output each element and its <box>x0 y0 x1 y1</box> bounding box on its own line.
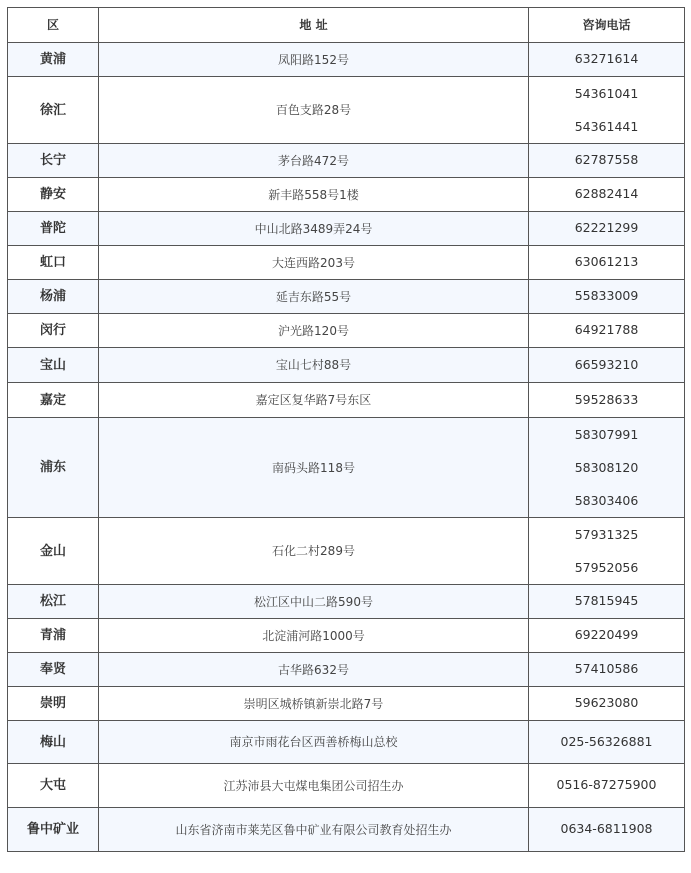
table-row <box>8 280 685 314</box>
table-row <box>8 653 685 687</box>
address-cell: 延吉东路55号 <box>99 280 529 314</box>
address-cell: 南码头路118号 <box>99 418 529 518</box>
address-cell: 中山北路3489弄24号 <box>99 212 529 246</box>
phone-number: 66593210 <box>574 356 639 372</box>
address-cell: 茅台路472号 <box>99 144 529 178</box>
phone-number: 64921788 <box>574 322 639 338</box>
phone-cell <box>529 314 685 348</box>
district-cell: 奉贤 <box>8 653 99 687</box>
phone-number: 025-56326881 <box>560 733 653 749</box>
district-cell: 青浦 <box>8 619 99 653</box>
district-cell: 嘉定 <box>8 383 99 418</box>
phone-cell <box>529 418 685 518</box>
district-cell: 浦东 <box>8 418 99 518</box>
table-row <box>8 144 685 178</box>
district-cell: 闵行 <box>8 314 99 348</box>
phone-number: 0516-87275900 <box>556 777 657 793</box>
phone-number: 58307991 <box>574 427 639 442</box>
phone-number: 62787558 <box>574 152 639 168</box>
table-row <box>8 43 685 77</box>
district-cell: 梅山 <box>8 721 99 764</box>
table-row <box>8 619 685 653</box>
address-cell: 大连西路203号 <box>99 246 529 280</box>
phone-cell <box>529 144 685 178</box>
district-cell: 宝山 <box>8 348 99 383</box>
district-cell: 杨浦 <box>8 280 99 314</box>
phone-number: 0634-6811908 <box>560 821 653 837</box>
district-cell: 静安 <box>8 178 99 212</box>
phone-number: 62882414 <box>574 186 639 202</box>
address-cell: 新丰路558号1楼 <box>99 178 529 212</box>
phone-number: 54361041 <box>574 86 639 101</box>
district-cell: 徐汇 <box>8 77 99 144</box>
table-row <box>8 418 685 518</box>
phone-number: 57952056 <box>574 560 639 575</box>
phone-number: 59623080 <box>574 695 639 711</box>
phone-cell <box>529 178 685 212</box>
table-row <box>8 383 685 418</box>
phone-cell <box>529 653 685 687</box>
phone-cell <box>529 77 685 144</box>
table-row <box>8 764 685 808</box>
phone-number: 59528633 <box>574 391 639 407</box>
address-cell: 嘉定区复华路7号东区 <box>99 383 529 418</box>
district-cell: 大屯 <box>8 764 99 808</box>
phone-cell <box>529 585 685 619</box>
address-cell: 北淀浦河路1000号 <box>99 619 529 653</box>
header-district: 区 <box>8 8 99 43</box>
phone-number: 57815945 <box>574 593 639 609</box>
district-cell: 虹口 <box>8 246 99 280</box>
phone-cell <box>529 518 685 585</box>
address-cell: 江苏沛县大屯煤电集团公司招生办 <box>99 764 529 808</box>
district-cell: 长宁 <box>8 144 99 178</box>
phone-number: 63271614 <box>574 51 639 67</box>
phone-cell <box>529 212 685 246</box>
header-row <box>8 8 685 43</box>
phone-number: 55833009 <box>574 288 639 304</box>
address-cell: 崇明区城桥镇新崇北路7号 <box>99 687 529 721</box>
address-cell: 凤阳路152号 <box>99 43 529 77</box>
phone-number: 62221299 <box>574 220 639 236</box>
phone-number: 54361441 <box>574 119 639 134</box>
address-cell: 沪光路120号 <box>99 314 529 348</box>
table-row <box>8 77 685 144</box>
address-cell: 南京市雨花台区西善桥梅山总校 <box>99 721 529 764</box>
phone-cell <box>529 721 685 764</box>
address-cell: 山东省济南市莱芜区鲁中矿业有限公司教育处招生办 <box>99 808 529 852</box>
table-row <box>8 687 685 721</box>
phone-cell <box>529 348 685 383</box>
phone-cell <box>529 687 685 721</box>
district-cell: 松江 <box>8 585 99 619</box>
table-row <box>8 721 685 764</box>
phone-cell <box>529 246 685 280</box>
table-row <box>8 808 685 852</box>
address-cell: 古华路632号 <box>99 653 529 687</box>
table-row <box>8 585 685 619</box>
district-cell: 鲁中矿业 <box>8 808 99 852</box>
district-cell: 金山 <box>8 518 99 585</box>
phone-number: 57931325 <box>574 527 639 542</box>
phone-cell <box>529 383 685 418</box>
district-cell: 崇明 <box>8 687 99 721</box>
phone-cell <box>529 280 685 314</box>
phone-cell <box>529 764 685 808</box>
phone-cell <box>529 619 685 653</box>
phone-number: 58308120 <box>574 460 639 475</box>
address-cell: 石化二村289号 <box>99 518 529 585</box>
district-cell: 黄浦 <box>8 43 99 77</box>
table-row <box>8 246 685 280</box>
table-row <box>8 348 685 383</box>
table-body <box>8 43 685 852</box>
phone-cell <box>529 808 685 852</box>
address-cell: 百色支路28号 <box>99 77 529 144</box>
address-cell: 松江区中山二路590号 <box>99 585 529 619</box>
phone-cell <box>529 43 685 77</box>
header-phone: 咨询电话 <box>529 8 685 43</box>
address-table <box>7 7 685 852</box>
table-row <box>8 212 685 246</box>
table-row <box>8 178 685 212</box>
address-cell: 宝山七村88号 <box>99 348 529 383</box>
table-row <box>8 518 685 585</box>
header-address: 地 址 <box>99 8 529 43</box>
phone-number: 63061213 <box>574 254 639 270</box>
phone-number: 58303406 <box>574 493 639 508</box>
phone-number: 57410586 <box>574 661 639 677</box>
table-row <box>8 314 685 348</box>
district-cell: 普陀 <box>8 212 99 246</box>
phone-number: 69220499 <box>574 627 639 643</box>
